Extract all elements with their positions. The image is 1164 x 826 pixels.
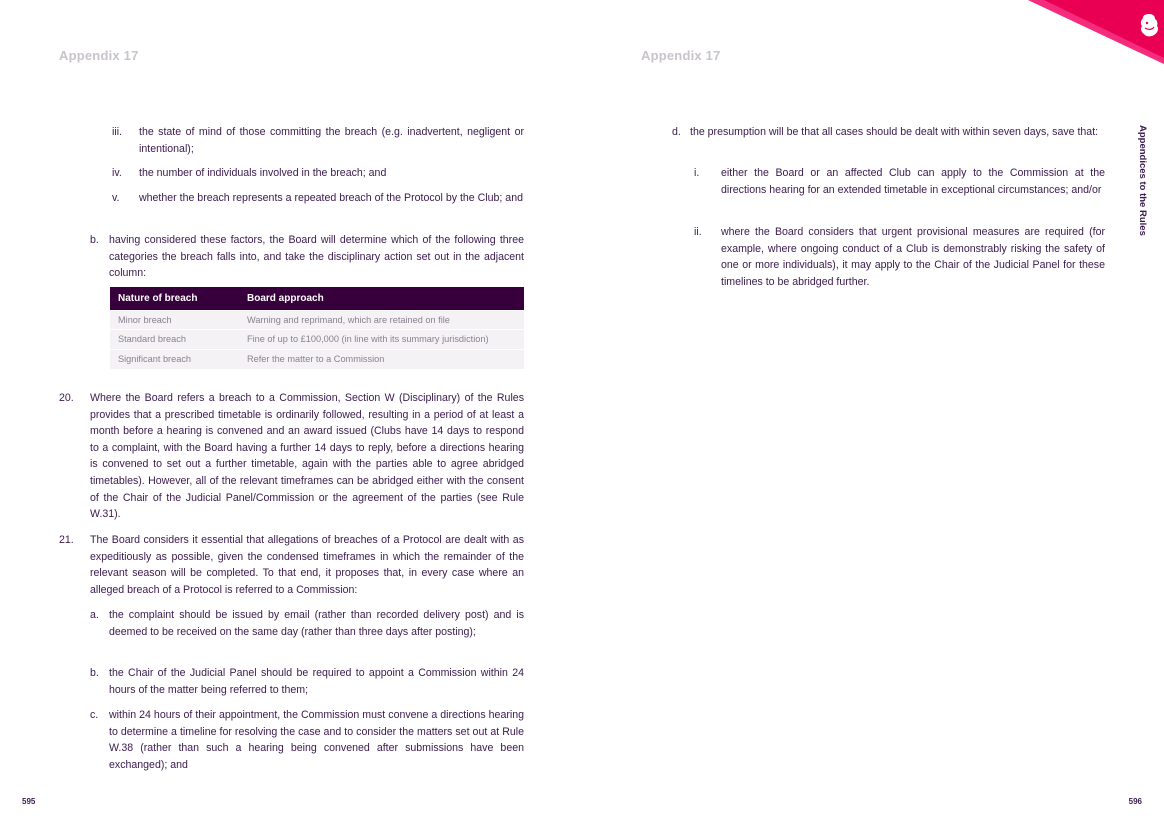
list-marker: v. (112, 192, 120, 204)
table-row (110, 330, 524, 350)
list-text: the Chair of the Judicial Panel should be required to appoint a Commission within 24 hours of the matter being referred to them; (109, 667, 524, 696)
sub-item-i (694, 165, 1105, 198)
corner-accent-graphic (1014, 0, 1164, 70)
list-text: either the Board or an affected Club can apply to the Commission at the directions hearing for an extended timetable in exceptional circumstances; and/or (721, 167, 1105, 196)
sub-item-c (90, 707, 524, 773)
list-marker: c. (90, 709, 99, 721)
table-header-cell: Nature of breach (110, 287, 239, 310)
list-marker: iii. (112, 126, 123, 138)
paragraph-text: Where the Board refers a breach to a Commission, Section W (Disciplinary) of the Rules provides that a prescribed timetable is ordinarily followed, resulting in a period of at least a month before a hearing is convened and an award issued (Clubs have 14 days to respond to a complaint, with the Board having a further 14 days to reply, before a directions hearing is convened to set out a further timetable, again with the parties able to agree abridged timetables). However, all of the relevant timeframes can be abridged either with the consent of the Chair of the Judicial Panel/Commission or the agreement of the parties (see Rule W.31). (90, 392, 524, 521)
page-number-right: 596 (1128, 797, 1142, 806)
list-marker: i. (694, 167, 700, 179)
sub-item-b (90, 665, 524, 698)
sub-item-ii (694, 224, 1105, 290)
list-item-d (672, 124, 1106, 141)
list-marker: ii. (694, 226, 702, 238)
side-label-text: Appendices to the Rules (1137, 125, 1148, 236)
sub-item-a (90, 607, 524, 640)
table-row (110, 310, 524, 330)
list-marker: b. (90, 667, 99, 679)
breach-table (110, 287, 524, 369)
list-text: the presumption will be that all cases should be dealt with within seven days, save that: (690, 126, 1099, 138)
list-item-iv (112, 165, 524, 182)
page-number-left: 595 (22, 797, 36, 806)
table-cell: Minor breach (110, 310, 239, 330)
list-marker: a. (90, 609, 99, 621)
table-cell: Refer the matter to a Commission (239, 349, 524, 369)
table-header-cell: Board approach (239, 287, 524, 310)
table-cell: Fine of up to £100,000 (in line with its summary jurisdiction) (239, 330, 524, 350)
table-cell: Warning and reprimand, which are retained on file (239, 310, 524, 330)
list-item-iii (112, 124, 524, 157)
running-head-left: Appendix 17 (59, 48, 139, 63)
section-side-label (1134, 125, 1148, 255)
list-text: whether the breach represents a repeated breach of the Protocol by the Club; and (139, 192, 523, 204)
paragraph-number: 21. (59, 534, 74, 546)
right-page (582, 0, 1164, 826)
paragraph-21 (59, 532, 524, 598)
paragraph-20 (59, 390, 524, 523)
list-marker: b. (90, 234, 99, 246)
list-item-b (90, 232, 524, 282)
list-item-v (112, 190, 524, 207)
paragraph-number: 20. (59, 392, 74, 404)
list-text: within 24 hours of their appointment, the Commission must convene a directions hearing to determine a timeline for resolving the case and to consider the matters set out at Rule W.38 (rather than such a hearing being convened after submissions have been exchanged); and (109, 709, 524, 771)
list-text: where the Board considers that urgent provisional measures are required (for example, where ongoing conduct of a Club is demonstrably risking the safety of one or more individuals), it may apply to the Chair of the Judicial Panel for these timelines to be abridged further. (721, 226, 1105, 288)
table-cell: Standard breach (110, 330, 239, 350)
list-marker: d. (672, 126, 681, 138)
list-text: having considered these factors, the Board will determine which of the following three categories the breach falls into, and take the disciplinary action set out in the adjacent column: (109, 234, 524, 280)
list-marker: iv. (112, 167, 122, 179)
list-text: the state of mind of those committing the breach (e.g. inadvertent, negligent or intentional); (139, 126, 524, 155)
table-row (110, 349, 524, 369)
table-cell: Significant breach (110, 349, 239, 369)
list-text: the complaint should be issued by email (rather than recorded delivery post) and is deemed to be received on the same day (rather than three days after posting); (109, 609, 524, 638)
table-header-row (110, 287, 524, 310)
list-text: the number of individuals involved in the breach; and (139, 167, 387, 179)
running-head-right: Appendix 17 (641, 48, 721, 63)
paragraph-text: The Board considers it essential that allegations of breaches of a Protocol are dealt with as expeditiously as possible, given the condensed timeframes in which the remainder of the relevant season will be completed. To that end, it proposes that, in every case where an alleged breach of a Protocol is referred to a Commission: (90, 534, 524, 596)
